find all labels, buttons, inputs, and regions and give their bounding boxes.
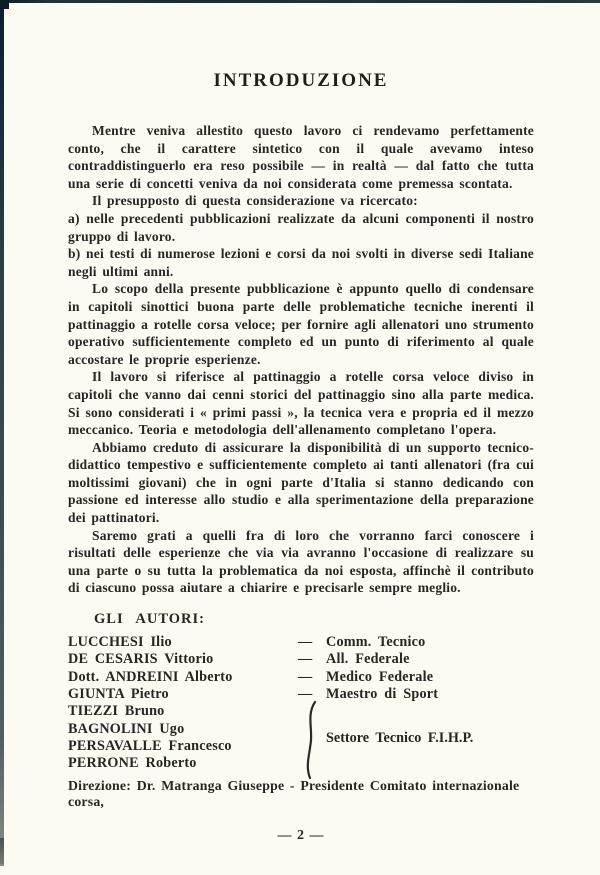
- body-text: [68, 122, 534, 597]
- author-row: [68, 634, 534, 651]
- dash-separator: —: [298, 634, 313, 651]
- author-role: Medico Federale: [326, 668, 434, 685]
- author-row: [68, 703, 534, 720]
- author-name: LUCCHESI Ilio: [68, 634, 172, 651]
- paragraph: Il presupposto di questa considerazione va ricercato:: [92, 193, 418, 209]
- author-name: GIUNTA Pietro: [68, 685, 169, 702]
- paragraph-item-b: b) nei testi di numerose lezioni e corsi da noi svolti in diverse sedi Italiane negli ultimi anni.: [68, 246, 534, 279]
- page-title: INTRODUZIONE: [213, 70, 389, 91]
- page-content: [68, 0, 534, 844]
- paragraph: Lo scopo della presente pubblicazione è appunto quello di condensare in capitoli sinottici buona parte delle problematiche tecniche inerenti il pattinaggio a rotelle corsa veloce; per fornire agli allenatori uno strumento operativo sufficientemente completo ed un punto di riferimento al quale accostare le proprie esperienze.: [68, 281, 534, 367]
- author-role: Comm. Tecnico: [326, 634, 426, 651]
- dash-separator: —: [298, 668, 313, 685]
- author-name: Dott. ANDREINI Alberto: [68, 668, 233, 685]
- paragraph: Il lavoro si riferisce al pattinaggio a rotelle corsa veloce diviso in capitoli che vanno dai cenni storici del pattinaggio sino alla parte medica. Si sono considerati i « primi passi », la tecnica vera e propria ed il mezzo meccanico. Teoria e metodologia dell'allenamento completano l'opera.: [68, 369, 534, 438]
- authors-list: [68, 634, 534, 772]
- scan-edge-left: [0, 0, 4, 866]
- author-row: [68, 651, 534, 668]
- author-role: All. Federale: [326, 651, 410, 668]
- dash-separator: —: [298, 685, 313, 702]
- author-row: [68, 686, 534, 703]
- author-name: PERRONE Roberto: [68, 755, 197, 772]
- authors-section: [68, 611, 534, 772]
- scan-bottom-left-mark: [0, 838, 4, 864]
- authors-heading: GLI AUTORI:: [94, 611, 205, 628]
- scan-corner-mark: [0, 0, 9, 9]
- dash-separator: —: [298, 651, 313, 668]
- page-number: — 2 —: [277, 828, 325, 844]
- paragraph-item-a: a) nelle precedenti pubblicazioni realizzate da alcuni componenti il nostro gruppo di lavoro.: [68, 210, 534, 244]
- author-name: DE CESARIS Vittorio: [68, 651, 214, 668]
- paragraph: Abbiamo creduto di assicurare la disponibilità di un supporto tecnico-didattico tempestivo e sufficientemente completo ai tanti allenatori (fra cui moltissimi giovani) che in ogni parte d'Italia si stanno dedicando con passione ed interesse allo studio e alla sperimentazione della preparazione dei pattinatori.: [68, 439, 534, 526]
- author-role: Maestro di Sport: [326, 685, 439, 702]
- author-row: [68, 669, 534, 686]
- direction-line: Direzione: Dr. Matranga Giuseppe - Presidente Comitato internazionale corsa,: [68, 778, 520, 810]
- group-brace-icon: [302, 700, 318, 780]
- paragraph: Mentre veniva allestito questo lavoro ci rendevamo perfettamente conto, che il carattere sintetico con il quale avevamo inteso contraddistinguerlo era reso possibile — in realtà — dal fatto che tutta una serie di concetti veniva da noi considerata come premessa scontata.: [68, 123, 534, 191]
- author-name: TIEZZI Bruno: [68, 703, 165, 720]
- paragraph: Saremo grati a quelli fra di loro che vorranno farci conoscere i risultati delle esperienze che via via avranno l'occasione di realizzare su una parte o su tutta la problematica da noi esposta, affinchè il contributo di ciascuno possa aiutare a chiarire e precisarle sempre meglio.: [68, 527, 534, 596]
- group-label: Settore Tecnico F.I.H.P.: [326, 730, 474, 747]
- author-name: PERSAVALLE Francesco: [68, 737, 232, 754]
- author-row: [68, 755, 534, 772]
- author-name: BAGNOLINI Ugo: [68, 720, 185, 737]
